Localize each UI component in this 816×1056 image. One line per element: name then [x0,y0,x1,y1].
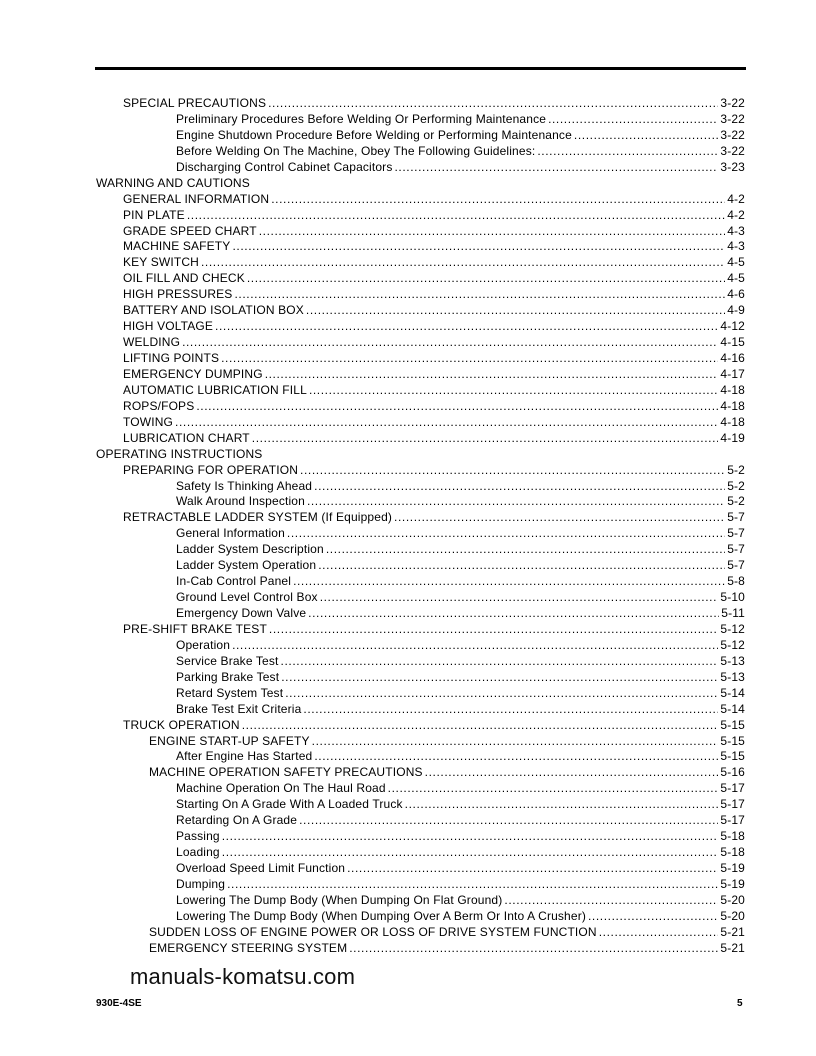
toc-entry-page: 4-3 [727,223,745,238]
toc-entry-page: 5-17 [720,813,745,828]
toc-entry[interactable] [0,112,745,128]
dot-leader [548,112,718,128]
dot-leader [308,606,719,622]
toc-entry-page: 3-22 [720,96,745,110]
toc-entry-page: 4-18 [720,398,745,413]
toc-entry-title: Walk Around Inspection [176,494,305,509]
toc-entry-title: TRUCK OPERATION [123,717,240,732]
toc-entry[interactable] [0,255,745,271]
dot-leader [326,542,725,558]
dot-leader [264,447,743,463]
toc-entry[interactable] [0,319,745,335]
toc-entry-title: PREPARING FOR OPERATION [123,462,299,477]
dot-leader [221,351,718,367]
toc-entry-page: 5-19 [720,861,745,875]
dot-leader [227,877,718,893]
toc-entry[interactable] [0,718,745,734]
dot-leader [182,335,718,351]
toc-entry-page: 4-2 [727,191,745,206]
dot-leader [268,96,718,112]
toc-entry-page [743,447,745,463]
toc-entry-page: 5-11 [721,606,745,620]
dot-leader [314,479,725,495]
dot-leader [222,845,719,861]
dot-leader [252,176,743,192]
toc-entry-page: 4-17 [720,366,745,381]
dot-leader [287,526,725,542]
toc-entry-page: 5-17 [720,781,745,796]
toc-entry[interactable] [0,367,745,383]
toc-entry[interactable] [0,399,745,415]
toc-entry[interactable] [0,144,745,160]
toc-entry-title: GENERAL INFORMATION [123,191,270,206]
toc-entry-page: 5-7 [727,526,745,541]
toc-entry-page: 5-14 [720,685,745,700]
toc-entry-title: Lowering The Dump Body (When Dumping On Flat Ground) [176,892,503,907]
toc-entry[interactable] [0,542,745,558]
toc-entry[interactable] [0,765,745,781]
toc-entry-title: WARNING AND CAUTIONS [96,175,250,190]
toc-entry[interactable] [0,558,745,574]
dot-leader [307,494,725,510]
toc-entry-title: BATTERY AND ISOLATION BOX [123,303,304,318]
toc-entry[interactable] [0,510,745,526]
toc-entry-page: 4-6 [727,287,745,302]
dot-leader [314,749,718,765]
toc-entry[interactable] [0,925,745,941]
toc-entry-page: 5-20 [720,892,745,907]
toc-entry[interactable] [0,351,745,367]
dot-leader [201,255,725,271]
dot-leader [269,622,718,638]
toc-entry-page: 5-10 [720,590,745,605]
toc-entry-page: 5-21 [720,924,745,939]
dot-leader [281,670,718,686]
toc-entry[interactable] [0,271,745,287]
toc-entry-page: 5-14 [720,701,745,716]
dot-leader [265,367,719,383]
toc-entry-page: 5-15 [720,733,745,748]
toc-entry-title: Discharging Control Cabinet Capacitors [176,159,393,174]
dot-leader [300,463,725,479]
toc-entry[interactable] [0,909,745,925]
toc-entry-title: KEY SWITCH [123,255,199,270]
toc-entry-page: 4-2 [727,207,745,222]
toc-entry-page: 5-20 [720,908,745,923]
toc-entry-page: 4-18 [720,414,745,429]
dot-leader [394,510,725,526]
toc-entry-page: 5-2 [727,478,745,493]
toc-entry[interactable] [0,463,745,479]
toc-section-heading[interactable] [0,176,745,192]
toc-entry-title: Service Brake Test [176,653,279,668]
toc-entry-title: AUTOMATIC LUBRICATION FILL [123,382,307,397]
toc-entry-page: 3-22 [720,127,745,142]
dot-leader [293,574,725,590]
toc-entry-title: Overload Speed Limit Function [176,861,346,875]
dot-leader [247,271,725,287]
toc-entry[interactable] [0,208,745,224]
toc-entry-page: 3-23 [720,159,745,174]
toc-entry[interactable] [0,383,745,399]
dot-leader [234,287,725,303]
toc-entry[interactable] [0,415,745,431]
dot-leader [196,399,718,415]
toc-entry-title: Dumping [176,876,226,891]
toc-entry-page: 4-3 [727,239,745,254]
dot-leader [537,144,718,160]
toc-entry-page: 5-7 [727,542,745,557]
toc-entry-title: PIN PLATE [123,207,185,222]
toc-entry[interactable] [0,622,745,638]
toc-entry-page: 5-7 [727,558,745,573]
toc-entry-page: 5-21 [720,940,745,955]
toc-entry-title: ROPS/FOPS [123,398,195,413]
toc-entry[interactable] [0,654,745,670]
toc-entry[interactable] [0,941,745,957]
toc-entry-title: OPERATING INSTRUCTIONS [96,446,263,461]
toc-entry-page: 3-22 [720,143,745,158]
toc-entry-title: EMERGENCY STEERING SYSTEM [149,940,348,955]
toc-entry-page: 5-2 [727,494,745,509]
dot-leader [175,415,718,431]
toc-entry-title: Ground Level Control Box [176,590,318,605]
dot-leader [242,718,719,734]
dot-leader [299,813,718,829]
toc-entry[interactable] [0,303,745,319]
toc-entry-title: Emergency Down Valve [176,606,307,620]
toc-entry-page: 5-16 [720,765,745,780]
toc-entry-title: Preliminary Procedures Before Welding Or Performing Maintenance [176,111,547,126]
dot-leader [347,861,718,877]
toc-entry-title: In-Cab Control Panel [176,574,292,589]
toc-entry-title: Retard System Test [176,685,284,700]
dot-leader [318,558,725,574]
toc-entry[interactable] [0,192,745,208]
toc-entry[interactable] [0,431,745,447]
toc-entry-title: RETRACTABLE LADDER SYSTEM (If Equipped) [123,510,393,525]
toc-entry-page [743,176,745,192]
dot-leader [252,431,719,447]
toc-entry-title: Ladder System Operation [176,558,317,573]
toc-entry[interactable] [0,590,745,606]
toc-entry-title: Machine Operation On The Haul Road [176,781,386,796]
toc-entry[interactable] [0,797,745,813]
toc-entry-page: 5-12 [720,621,745,636]
toc-entry-page: 5-13 [720,653,745,668]
table-of-contents [0,96,816,957]
toc-entry-page: 5-12 [720,637,745,652]
footer-page-number: 5 [737,998,743,1009]
toc-entry-title: MACHINE OPERATION SAFETY PRECAUTIONS [149,765,423,780]
dot-leader [232,239,725,255]
toc-entry[interactable] [0,845,745,861]
toc-entry-title: Retarding On A Grade [176,813,298,828]
toc-entry[interactable] [0,96,745,112]
toc-entry-title: Operation [176,637,231,652]
toc-entry-title: Before Welding On The Machine, Obey The Following Guidelines: [176,143,536,158]
toc-entry-page: 5-13 [720,669,745,684]
toc-entry[interactable] [0,160,745,176]
toc-entry-title: Loading [176,845,220,860]
toc-entry-page: 5-7 [727,510,745,525]
dot-leader [388,781,719,797]
dot-leader [574,128,718,144]
toc-entry[interactable] [0,287,745,303]
toc-entry[interactable] [0,686,745,702]
toc-entry-page: 4-18 [720,382,745,397]
dot-leader [285,686,718,702]
toc-entry-page: 4-9 [727,303,745,318]
dot-leader [281,654,719,670]
toc-entry-page: 5-19 [720,876,745,891]
dot-leader [394,160,718,176]
toc-entry[interactable] [0,479,745,495]
toc-entry[interactable] [0,702,745,718]
toc-entry-title: Brake Test Exit Criteria [176,701,302,716]
toc-entry[interactable] [0,239,745,255]
toc-entry[interactable] [0,813,745,829]
toc-entry-title: SPECIAL PRECAUTIONS [123,96,267,110]
dot-leader [349,941,718,957]
toc-entry-page: 5-18 [720,845,745,860]
toc-entry[interactable] [0,734,745,750]
toc-entry-page: 5-2 [727,462,745,477]
toc-entry-page: 5-17 [720,797,745,812]
toc-entry[interactable] [0,128,745,144]
dot-leader [312,734,719,750]
footer-doc-id: 930E-4SE [96,998,142,1009]
toc-entry[interactable] [0,749,745,765]
toc-entry[interactable] [0,670,745,686]
toc-entry-title: Safety Is Thinking Ahead [176,478,313,493]
toc-entry-title: Parking Brake Test [176,669,280,684]
toc-entry[interactable] [0,877,745,893]
toc-entry[interactable] [0,574,745,590]
dot-leader [309,383,718,399]
toc-entry-title: Passing [176,829,220,844]
toc-entry-title: After Engine Has Started [176,749,313,764]
toc-entry-title: HIGH VOLTAGE [123,319,214,334]
toc-entry-title: TOWING [123,414,174,429]
toc-entry-title: Lowering The Dump Body (When Dumping Over A Berm Or Into A Crusher) [176,908,586,923]
dot-leader [504,893,718,909]
toc-entry-title: MACHINE SAFETY [123,239,231,254]
toc-entry-title: HIGH PRESSURES [123,287,233,302]
toc-entry-page: 4-5 [727,255,745,270]
dot-leader [306,303,725,319]
toc-entry-title: GRADE SPEED CHART [123,223,257,238]
toc-entry[interactable] [0,335,745,351]
toc-entry-title: SUDDEN LOSS OF ENGINE POWER OR LOSS OF DRIVE SYSTEM FUNCTION [149,924,597,939]
toc-entry-title: OIL FILL AND CHECK [123,271,245,286]
dot-leader [232,638,718,654]
toc-entry-page: 4-15 [720,335,745,350]
dot-leader [222,829,719,845]
dot-leader [271,192,725,208]
watermark: manuals-komatsu.com [130,964,356,989]
toc-entry[interactable] [0,224,745,240]
toc-entry-title: ENGINE START-UP SAFETY [149,733,310,748]
dot-leader [599,925,719,941]
toc-entry[interactable] [0,829,745,845]
toc-entry-page: 4-16 [720,351,745,365]
toc-entry[interactable] [0,494,745,510]
toc-entry[interactable] [0,781,745,797]
dot-leader [187,208,725,224]
toc-entry-page: 4-12 [720,319,745,334]
dot-leader [425,765,719,781]
dot-leader [320,590,719,606]
dot-leader [259,224,726,240]
toc-entry[interactable] [0,893,745,909]
toc-entry[interactable] [0,526,745,542]
toc-entry-page: 4-19 [720,430,745,445]
toc-entry-title: General Information [176,526,285,541]
toc-entry-title: PRE-SHIFT BRAKE TEST [123,621,267,636]
toc-entry[interactable] [0,638,745,654]
dot-leader [588,909,718,925]
toc-entry-title: Ladder System Description [176,542,324,557]
toc-entry-page: 4-5 [727,271,745,286]
toc-entry-title: LUBRICATION CHART [123,430,250,445]
toc-entry-title: LIFTING POINTS [123,351,220,365]
header-rule [95,67,746,70]
toc-entry-title: Engine Shutdown Procedure Before Welding or Performing Maintenance [176,127,572,142]
toc-entry[interactable] [0,861,745,877]
toc-entry-page: 5-8 [727,574,745,589]
toc-entry-page: 5-18 [720,829,745,844]
dot-leader [303,702,718,718]
toc-entry-page: 3-22 [720,111,745,126]
dot-leader [215,319,718,335]
toc-section-heading[interactable] [0,447,745,463]
toc-entry-page: 5-15 [720,717,745,732]
dot-leader [405,797,719,813]
toc-entry-title: EMERGENCY DUMPING [123,366,263,381]
toc-entry-page: 5-15 [720,749,745,764]
toc-entry-title: Starting On A Grade With A Loaded Truck [176,797,403,812]
toc-entry-title: WELDING [123,335,181,350]
toc-entry[interactable] [0,606,745,622]
